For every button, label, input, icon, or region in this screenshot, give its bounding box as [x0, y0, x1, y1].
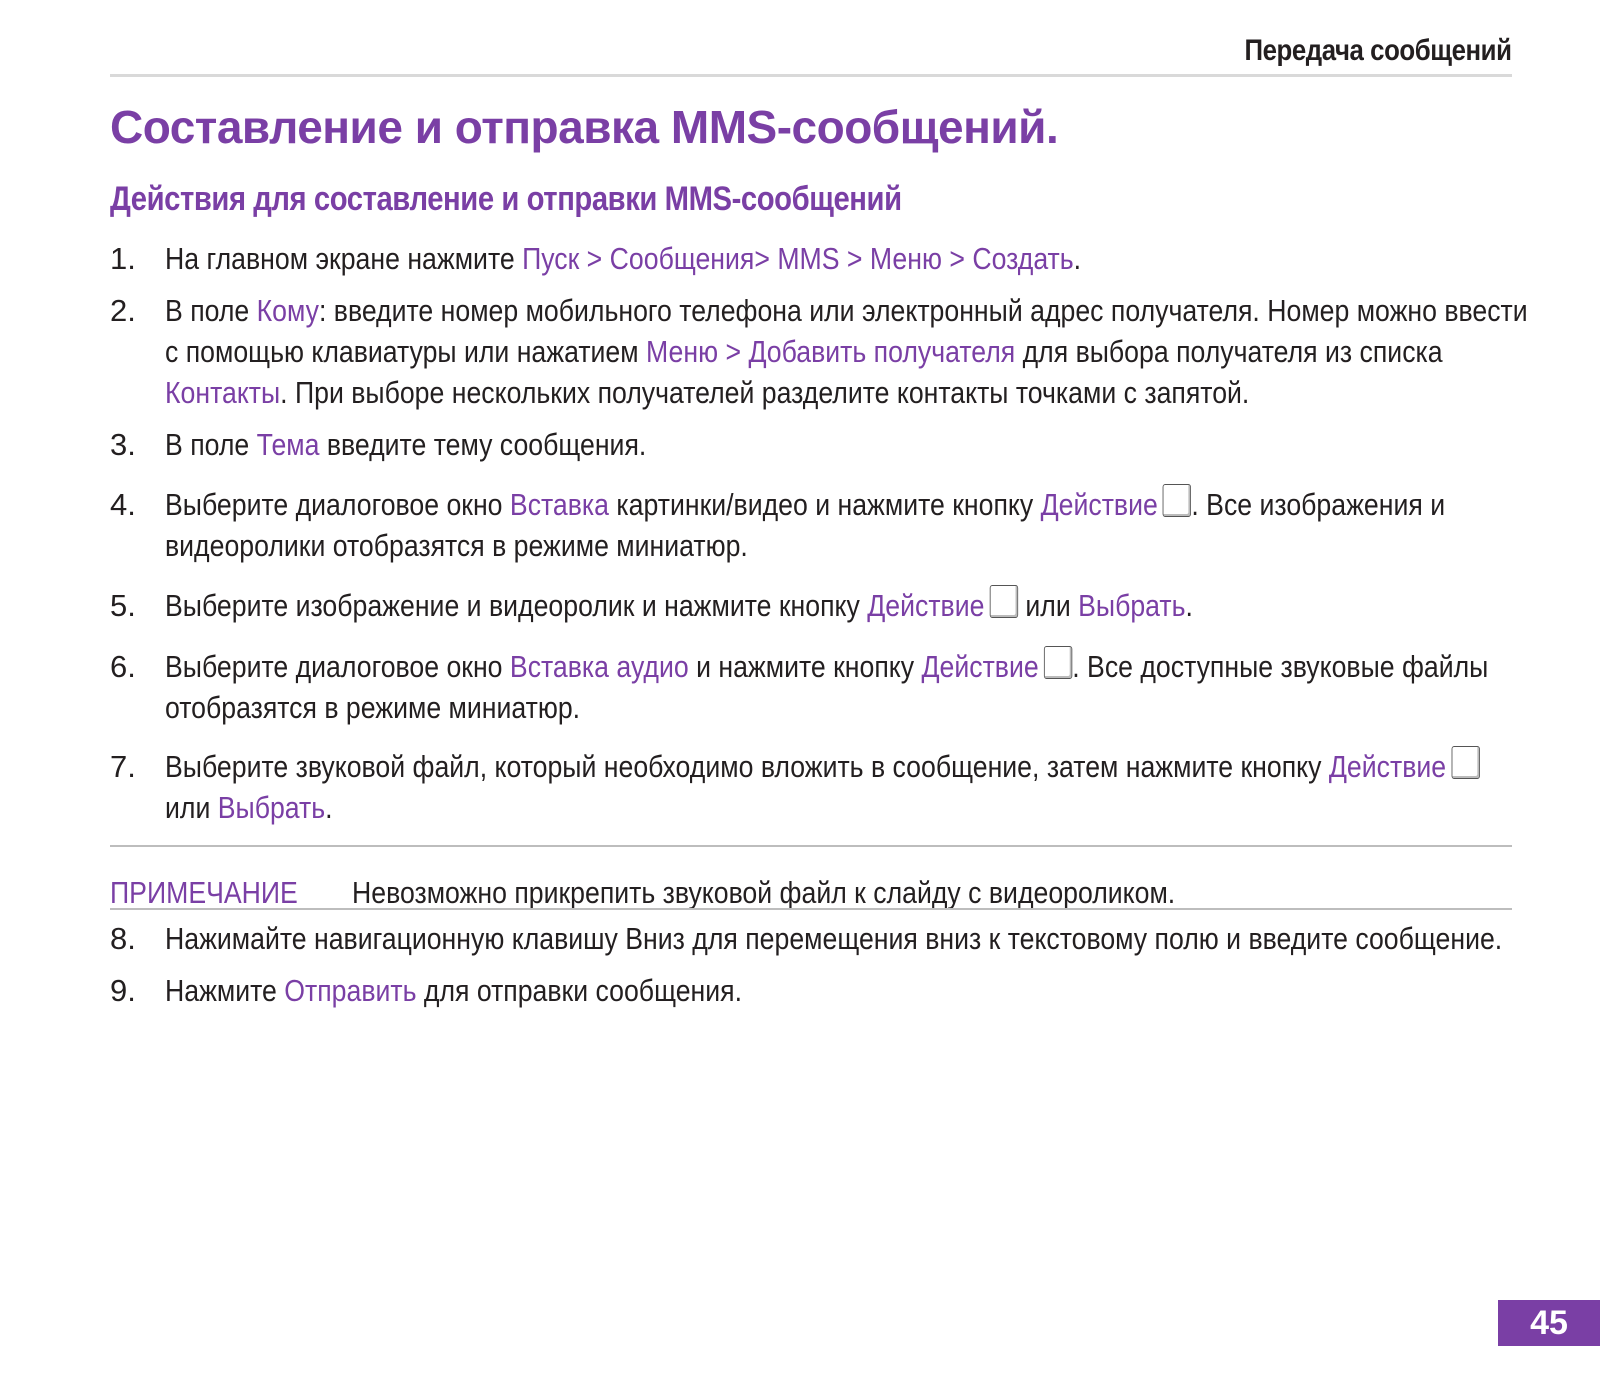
step-number: 6. — [110, 649, 136, 684]
page-title: Составление и отправка MMS-сообщений. — [110, 101, 1059, 153]
step-number: 4. — [110, 487, 136, 522]
step-line — [165, 746, 1507, 787]
step-text-segment: и нажмите кнопку — [688, 649, 922, 684]
step-number: 1. — [110, 241, 136, 276]
step-number: 3. — [110, 427, 136, 462]
step-text-segment: . — [325, 790, 333, 825]
step-text-segment: или — [165, 790, 218, 825]
ui-term-highlight: Отправить — [284, 973, 417, 1008]
step-number: 8. — [110, 921, 136, 956]
step-text-segment: Выберите звуковой файл, который необходимо вложить в сообщение, затем нажмите кнопку — [165, 749, 1329, 784]
note-label: ПРИМЕЧАНИЕ — [110, 875, 298, 910]
step-text — [165, 585, 1507, 626]
note-bottom-divider — [110, 908, 1512, 910]
step-text-segment: Нажимайте навигационную клавишу Вниз для перемещения вниз к текстовому полю и введите сообщение. — [165, 921, 1503, 956]
step-text — [165, 290, 1528, 413]
ui-term-highlight: Вставка — [509, 487, 610, 522]
step-text-segment: : введите номер мобильного телефона или электронный адрес получателя. Номер можно ввести — [318, 293, 1528, 328]
note-text: Невозможно прикрепить звуковой файл к слайду с видеороликом. — [352, 875, 1176, 910]
step-text-segment: На главном экране нажмите — [165, 241, 523, 276]
step-text-segment: введите тему сообщения. — [319, 427, 647, 462]
step-line — [165, 646, 1507, 687]
header-section-title: Передача сообщений — [1244, 34, 1512, 67]
step-text — [165, 646, 1507, 728]
ui-term-highlight: Действие — [921, 649, 1039, 684]
step-text-segment: . — [1073, 241, 1082, 276]
step-line — [165, 787, 1507, 828]
step-text-segment: отобразятся в режиме миниатюр. — [165, 690, 581, 725]
step-line — [165, 331, 1507, 372]
step-line — [165, 970, 1507, 1011]
ui-term-highlight: Действие — [1040, 487, 1158, 522]
ui-term-highlight: Вставка аудио — [509, 649, 689, 684]
step-line — [165, 372, 1507, 413]
step-number: 9. — [110, 973, 136, 1008]
ui-term-highlight: Выбрать — [1078, 588, 1186, 623]
step-text-segment: для выбора получателя из списка — [1015, 334, 1443, 369]
step-text-segment: Выберите диалоговое окно — [165, 649, 510, 684]
step-line — [165, 687, 1507, 728]
action-button-icon — [1044, 646, 1072, 679]
note-top-divider — [110, 845, 1512, 847]
action-button-icon — [990, 585, 1018, 618]
step-text-segment: с помощью клавиатуры или нажатием — [165, 334, 647, 369]
step-line — [165, 238, 1507, 279]
step-line — [165, 484, 1507, 525]
step-text — [165, 746, 1507, 828]
step-text — [165, 424, 1507, 465]
ui-term-highlight: Контакты — [165, 375, 281, 410]
header-divider — [110, 74, 1512, 77]
step-text-segment: . Все изображения и — [1191, 487, 1446, 522]
ui-term-highlight: Действие — [867, 588, 985, 623]
ui-term-highlight: Тема — [256, 427, 320, 462]
step-text — [165, 238, 1507, 279]
ui-term-highlight: Кому — [256, 293, 319, 328]
step-number: 5. — [110, 588, 136, 623]
step-line — [165, 424, 1507, 465]
page-number: 45 — [1498, 1300, 1600, 1346]
step-text-segment: или — [1017, 588, 1079, 623]
step-text — [165, 970, 1507, 1011]
step-text-segment: . При выборе нескольких получателей разделите контакты точками с запятой. — [280, 375, 1250, 410]
step-text-segment: В поле — [165, 293, 257, 328]
step-text-segment: Выберите диалоговое окно — [165, 487, 510, 522]
step-line — [165, 290, 1528, 331]
step-text — [165, 918, 1507, 959]
step-text-segment: Нажмите — [165, 973, 285, 1008]
step-text-segment: Выберите изображение и видеоролик и нажмите кнопку — [165, 588, 868, 623]
step-line — [165, 918, 1507, 959]
ui-term-highlight: Меню > Добавить получателя — [646, 334, 1016, 369]
step-text-segment: для отправки сообщения. — [416, 973, 742, 1008]
action-button-icon — [1163, 484, 1191, 517]
step-number: 2. — [110, 293, 136, 328]
ui-term-highlight: Выбрать — [217, 790, 326, 825]
step-text-segment: видеоролики отобразятся в режиме миниатюр. — [165, 528, 748, 563]
step-number: 7. — [110, 749, 136, 784]
action-button-icon — [1451, 746, 1479, 779]
step-line — [165, 585, 1507, 626]
step-text — [165, 484, 1507, 566]
section-heading: Действия для составление и отправки MMS-сообщений — [110, 180, 902, 218]
step-line — [165, 525, 1507, 566]
step-text-segment: . — [1185, 588, 1193, 623]
ui-term-highlight: Пуск > Сообщения> MMS > Меню > Создать — [522, 241, 1074, 276]
ui-term-highlight: Действие — [1328, 749, 1447, 784]
step-text-segment: . Все доступные звуковые файлы — [1072, 649, 1489, 684]
step-text-segment: В поле — [165, 427, 257, 462]
step-text-segment: картинки/видео и нажмите кнопку — [609, 487, 1041, 522]
